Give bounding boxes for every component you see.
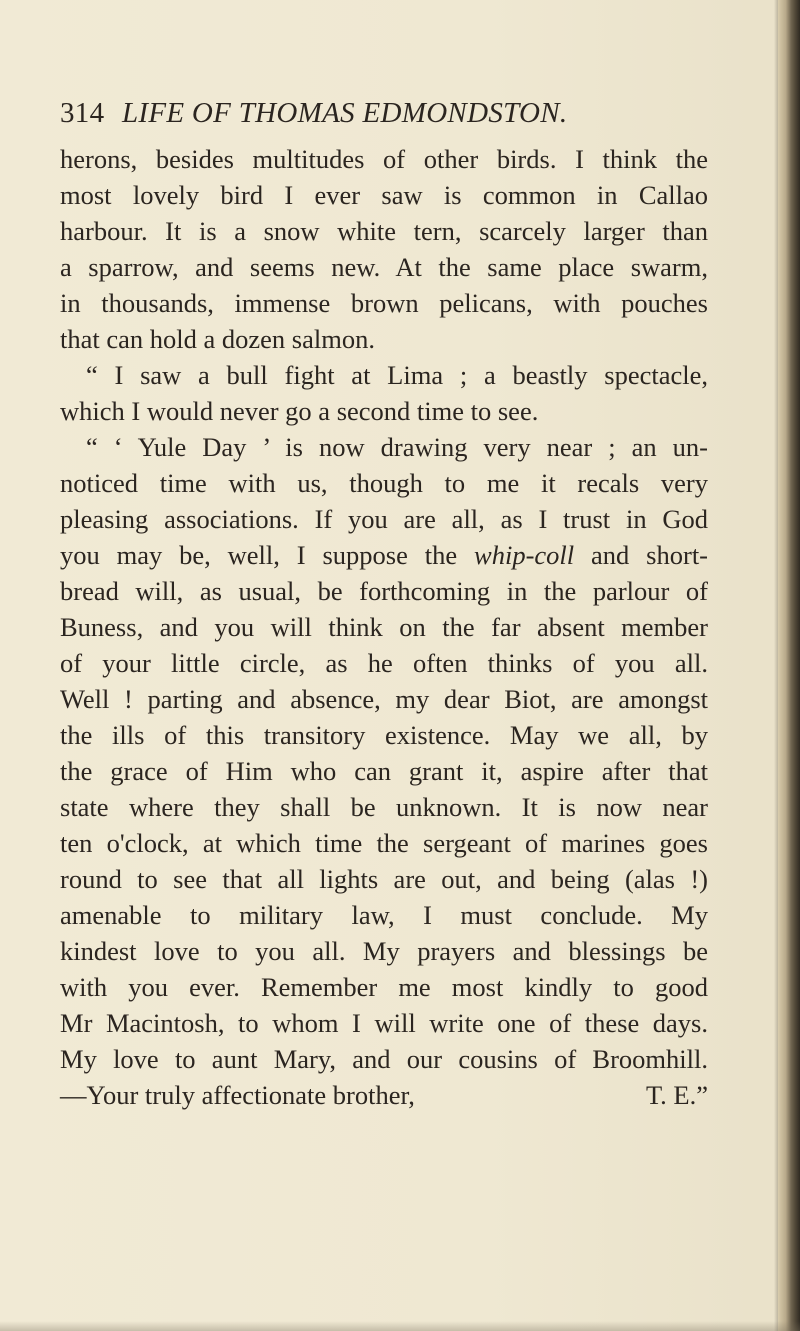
text-line: harbour. It is a snow white tern, scarcely larger than <box>60 216 708 246</box>
book-spine-edge <box>778 0 800 1331</box>
text-fragment: and short- <box>591 540 708 570</box>
text-line: the grace of Him who can grant it, aspire after that <box>60 756 708 786</box>
closing-line: —Your truly affectionate brother, <box>60 1080 415 1110</box>
text-line: most lovely bird I ever saw is common in Callao <box>60 180 708 210</box>
text-fragment: you may be, well, I suppose the <box>60 540 458 570</box>
text-line: ten o'clock, at which time the sergeant of marines goes <box>60 828 708 858</box>
text-line: Buness, and you will think on the far absent member <box>60 612 708 642</box>
text-line: My love to aunt Mary, and our cousins of Broomhill. <box>60 1044 708 1074</box>
text-line: bread will, as usual, be forthcoming in the parlour of <box>60 576 708 606</box>
text-line: pleasing associations. If you are all, as I trust in God <box>60 504 708 534</box>
letter-signoff <box>60 1077 708 1113</box>
text-line: “ I saw a bull fight at Lima ; a beastly spectacle, <box>86 360 708 390</box>
text-line: amenable to military law, I must conclude. My <box>60 900 708 930</box>
running-title: LIFE OF THOMAS EDMONDSTON. <box>121 97 568 129</box>
page-header <box>60 97 567 130</box>
text-line: Well ! parting and absence, my dear Biot, are amongst <box>60 684 708 714</box>
text-line: that can hold a dozen salmon. <box>60 324 375 354</box>
text-line: state where they shall be unknown. It is now near <box>60 792 708 822</box>
page-bottom-shadow <box>0 1321 800 1331</box>
text-line: Mr Macintosh, to whom I will write one of these days. <box>60 1008 708 1038</box>
text-line: herons, besides multitudes of other birds. I think the <box>60 144 708 174</box>
signature: T. E.” <box>645 1080 708 1110</box>
italic-term: whip-coll <box>474 540 575 570</box>
text-line <box>60 537 708 573</box>
page-number: 314 <box>60 97 105 129</box>
text-line: which I would never go a second time to see. <box>60 396 539 426</box>
text-line: with you ever. Remember me most kindly to good <box>60 972 708 1002</box>
text-line: of your little circle, as he often thinks of you all. <box>60 648 708 678</box>
text-line: “ ‘ Yule Day ’ is now drawing very near ; an un- <box>86 432 708 462</box>
text-line: in thousands, immense brown pelicans, with pouches <box>60 288 708 318</box>
text-line: noticed time with us, though to me it recals very <box>60 468 708 498</box>
text-line: a sparrow, and seems new. At the same place swarm, <box>60 252 708 282</box>
text-line: round to see that all lights are out, and being (alas !) <box>60 864 708 894</box>
text-line: the ills of this transitory existence. May we all, by <box>60 720 708 750</box>
text-line: kindest love to you all. My prayers and blessings be <box>60 936 708 966</box>
